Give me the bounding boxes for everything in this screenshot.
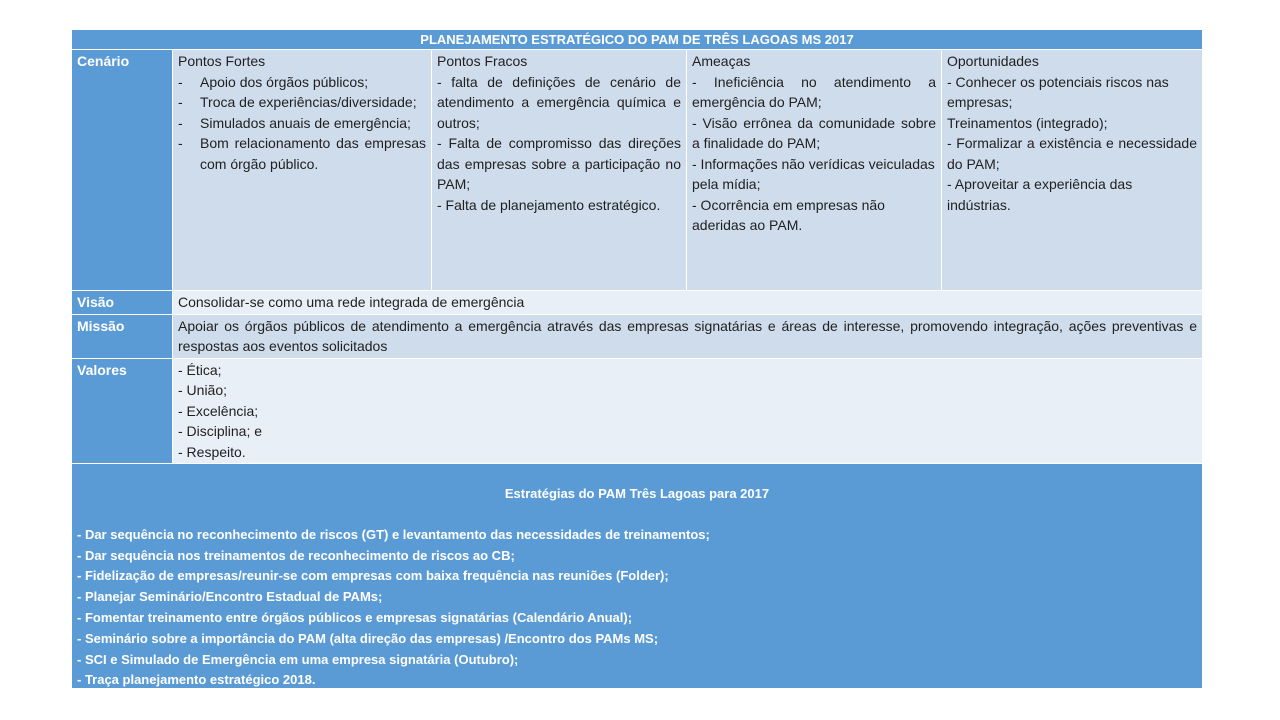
list-item: - Falta de compromisso das direções das empresas sobre a participação no PAM; (437, 135, 681, 192)
pontos-fortes-cell (173, 50, 432, 290)
list-item: - Dar sequência no reconhecimento de riscos (GT) e levantamento das necessidades de treinamentos; (77, 526, 710, 542)
list-item: - Fidelização de empresas/reunir-se com empresas com baixa frequência nas reuniões (Folder); (77, 568, 669, 584)
oportunidades-cell (942, 50, 1202, 290)
list-item: - Bom relacionamento das empresas com órgão público. (178, 135, 426, 172)
valores-label: Valores (72, 359, 173, 464)
list-item: - Dar sequência nos treinamentos de reconhecimento de riscos ao CB; (77, 547, 515, 563)
list-item: - Falta de planejamento estratégico. (437, 196, 661, 213)
visao-row (72, 291, 1202, 315)
oportunidades-list (947, 72, 1197, 216)
table-title: PLANEJAMENTO ESTRATÉGICO DO PAM DE TRÊS LAGOAS MS 2017 (72, 30, 1202, 50)
list-item: - Excelência; (178, 402, 259, 419)
list-item: - União; (178, 382, 228, 398)
list-item: - Seminário sobre a importância do PAM (alta direção das empresas) /Encontro dos PAMs MS; (77, 630, 659, 646)
ameacas-list (692, 72, 936, 236)
missao-text: Apoiar os órgãos públicos de atendimento a emergência através das empresas signatárias e áreas de interesse, promovendo integração, ações preventivas e respostas aos eventos solicitados (173, 315, 1202, 358)
pontos-fortes-heading: Pontos Fortes (178, 53, 266, 69)
oportunidades-heading: Oportunidades (947, 53, 1039, 69)
ameacas-cell (687, 50, 942, 290)
list-item: - Informações não verídicas veiculadas pela mídia; (692, 155, 935, 192)
pontos-fortes-list (178, 72, 426, 175)
list-item: - Apoio dos órgãos públicos; (178, 73, 369, 90)
list-item: - Aproveitar a experiência das indústrias. (947, 176, 1133, 213)
list-item: - falta de definições de cenário de atendimento a emergência química e outros; (437, 73, 681, 131)
list-item: - Ocorrência em empresas não aderidas ao PAM. (692, 196, 885, 233)
list-item: - Simulados anuais de emergência; (178, 114, 411, 131)
ameacas-heading: Ameaças (692, 53, 751, 69)
missao-label: Missão (72, 315, 173, 358)
missao-row (72, 315, 1202, 359)
valores-row (72, 359, 1202, 465)
visao-text: Consolidar-se como uma rede integrada de emergência (173, 291, 1202, 314)
estrategias-title: Estratégias do PAM Três Lagoas para 2017 (504, 486, 770, 501)
list-item: - Disciplina; e (178, 423, 263, 439)
estrategias-list (77, 525, 1197, 691)
list-item: - Formalizar a existência e necessidade do PAM; (947, 135, 1197, 172)
list-item: - Conhecer os potenciais riscos nas empresas; (947, 73, 1169, 110)
list-item: Treinamentos (integrado); (947, 114, 1108, 131)
list-item: - Traça planejamento estratégico 2018. (77, 672, 316, 688)
list-item: - Respeito. (178, 443, 246, 460)
list-item: - Planejar Seminário/Encontro Estadual de PAMs; (77, 589, 383, 605)
swot-grid (173, 50, 1202, 290)
pontos-fracos-heading: Pontos Fracos (437, 53, 528, 69)
valores-list (178, 360, 1197, 463)
cenario-label: Cenário (72, 50, 173, 290)
planning-table (72, 30, 1202, 688)
valores-cell (173, 359, 1202, 464)
list-item: - SCI e Simulado de Emergência em uma empresa signatária (Outubro); (77, 651, 519, 667)
pontos-fracos-cell (432, 50, 687, 290)
cenario-row (72, 50, 1202, 291)
list-item: - Ineficiência no atendimento a emergência do PAM; (692, 73, 936, 110)
list-item: - Fomentar treinamento entre órgãos públicos e empresas signatárias (Calendário Anual); (77, 609, 633, 625)
pontos-fracos-list (437, 72, 681, 216)
visao-label: Visão (72, 291, 173, 314)
list-item: - Visão errônea da comunidade sobre a finalidade do PAM; (692, 114, 936, 151)
list-item: - Troca de experiências/diversidade; (178, 94, 417, 110)
list-item: - Ética; (178, 361, 222, 378)
estrategias-section (72, 464, 1202, 688)
